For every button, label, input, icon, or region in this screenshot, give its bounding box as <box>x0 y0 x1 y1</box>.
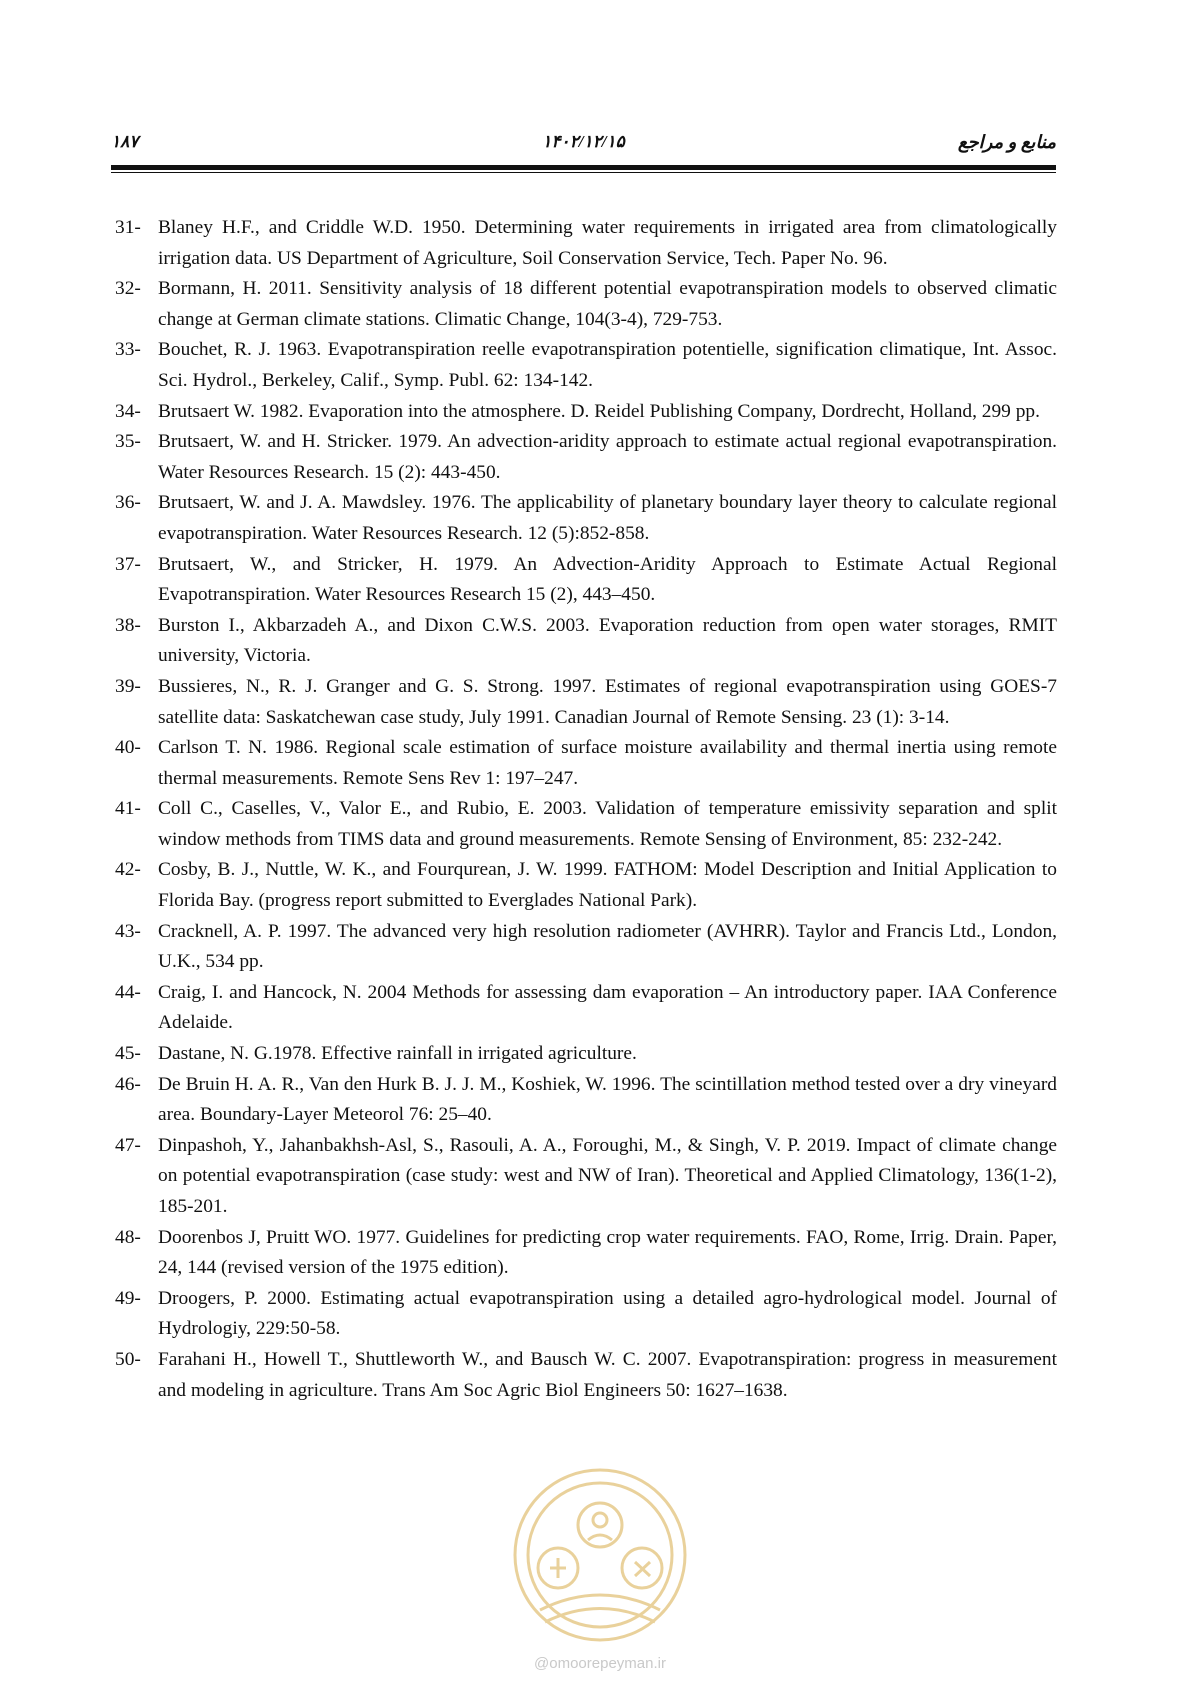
reference-item <box>115 335 1057 396</box>
reference-number: 50- <box>115 1348 141 1370</box>
reference-item <box>115 1284 1057 1345</box>
reference-number: 41- <box>115 798 141 820</box>
reference-text: De Bruin H. A. R., Van den Hurk B. J. J. M., Koshiek, W. 1996. The scintillation method tested over a dry vineyard area. Boundary-Layer Meteorol 76: 25–40. <box>158 1073 1057 1126</box>
reference-item <box>115 213 1057 274</box>
reference-item <box>115 733 1057 794</box>
reference-item <box>115 917 1057 978</box>
reference-text: Brutsaert, W. and H. Stricker. 1979. An advection-aridity approach to estimate actual regional evapotranspiration. Water Resources Research. 15 (2): 443-450. <box>158 431 1057 483</box>
reference-text: Burston I., Akbarzadeh A., and Dixon C.W.S. 2003. Evaporation reduction from open water storages, RMIT university, Victoria. <box>158 614 1057 667</box>
reference-text: Coll C., Caselles, V., Valor E., and Rubio, E. 2003. Validation of temperature emissivity separation and split window methods from TIMS data and ground measurements. Remote Sensing of Environment, 85: 232-242. <box>158 798 1057 850</box>
reference-text: Bussieres, N., R. J. Granger and G. S. Strong. 1997. Estimates of regional evapotranspiration using GOES-7 satellite data: Saskatchewan case study, July 1991. Canadian Journal of Remote Sensing. 23 (1): 3-14. <box>158 675 1057 728</box>
reference-number: 37- <box>115 553 141 575</box>
header-rule-thin <box>111 172 1056 173</box>
reference-number: 40- <box>115 737 141 759</box>
reference-number: 32- <box>115 278 141 300</box>
reference-item <box>115 1345 1057 1406</box>
reference-number: 39- <box>115 675 141 697</box>
reference-text: Cracknell, A. P. 1997. The advanced very high resolution radiometer (AVHRR). Taylor and Francis Ltd., London, U.K., 534 pp. <box>158 920 1057 973</box>
reference-text: Bormann, H. 2011. Sensitivity analysis of 18 different potential evapotranspiration models to observed climatic change at German climate stations. Climatic Change, 104(3-4), 729-753. <box>158 278 1057 330</box>
reference-text: Doorenbos J, Pruitt WO. 1977. Guidelines for predicting crop water requirements. FAO, Rome, Irrig. Drain. Paper, 24, 144 (revised version of the 1975 edition). <box>158 1226 1057 1279</box>
reference-number: 44- <box>115 981 141 1003</box>
issue-date: ۱۴۰۲/۱۲/۱۵ <box>542 132 625 151</box>
reference-item <box>115 1039 1057 1070</box>
header-rule-thick <box>111 165 1056 170</box>
reference-text: Cosby, B. J., Nuttle, W. K., and Fourqurean, J. W. 1999. FATHOM: Model Description and Initial Application to Florida Bay. (progress report submitted to Everglades National Park). <box>158 859 1057 912</box>
reference-text: Bouchet, R. J. 1963. Evapotranspiration reelle evapotranspiration potentielle, signification climatique, Int. Assoc. Sci. Hydrol., Berkeley, Calif., Symp. Publ. 62: 134-142. <box>158 339 1057 391</box>
reference-number: 36- <box>115 492 141 514</box>
reference-number: 43- <box>115 920 141 942</box>
reference-item <box>115 672 1057 733</box>
reference-item <box>115 550 1057 611</box>
reference-text: Craig, I. and Hancock, N. 2004 Methods for assessing dam evaporation – An introductory paper. IAA Conference Adelaide. <box>158 981 1057 1034</box>
page-number: ۱۸۷ <box>111 132 139 151</box>
reference-number: 38- <box>115 614 141 636</box>
reference-text: Brutsaert, W., and Stricker, H. 1979. An Advection-Aridity Approach to Estimate Actual Regional Evapotranspiration. Water Resources Research 15 (2), 443–450. <box>158 553 1057 606</box>
watermark-text: @omoorepeyman.ir <box>534 1655 666 1672</box>
reference-item <box>115 611 1057 672</box>
section-title: منابع و مراجع <box>957 132 1056 152</box>
reference-number: 49- <box>115 1287 141 1309</box>
reference-text: Brutsaert, W. and J. A. Mawdsley. 1976. The applicability of planetary boundary layer theory to calculate regional evapotranspiration. Water Resources Research. 12 (5):852-858. <box>158 492 1057 544</box>
reference-item <box>115 855 1057 916</box>
reference-item <box>115 978 1057 1039</box>
reference-item <box>115 1223 1057 1284</box>
reference-number: 45- <box>115 1043 141 1065</box>
reference-item <box>115 397 1057 428</box>
reference-number: 47- <box>115 1134 141 1156</box>
reference-item <box>115 1070 1057 1131</box>
reference-item <box>115 427 1057 488</box>
reference-number: 46- <box>115 1073 141 1095</box>
reference-text: Farahani H., Howell T., Shuttleworth W., and Bausch W. C. 2007. Evapotranspiration: progress in measurement and modeling in agriculture. Trans Am Soc Agric Biol Engineers 50: 1627–1638. <box>158 1348 1057 1401</box>
reference-item <box>115 794 1057 855</box>
reference-item <box>115 274 1057 335</box>
reference-number: 31- <box>115 217 141 238</box>
watermark-seal-icon <box>500 1450 700 1670</box>
reference-number: 48- <box>115 1226 141 1248</box>
reference-number: 42- <box>115 859 141 881</box>
reference-text: Blaney H.F., and Criddle W.D. 1950. Determining water requirements in irrigated area from climatologically irrigation data. US Department of Agriculture, Soil Conservation Service, Tech. Paper No. 96. <box>158 217 1057 269</box>
reference-text: Dinpashoh, Y., Jahanbakhsh-Asl, S., Rasouli, A. A., Foroughi, M., & Singh, V. P. 2019. Impact of climate change on potential evapotranspiration (case study: west and NW of Iran). Theoretical and Applied Climatology, 136(1-2), 185-201. <box>158 1134 1057 1217</box>
reference-number: 35- <box>115 431 141 453</box>
reference-list <box>115 213 1057 1406</box>
page-header <box>111 128 1056 154</box>
reference-text: Droogers, P. 2000. Estimating actual evapotranspiration using a detailed agro-hydrological model. Journal of Hydrologiy, 229:50-58. <box>158 1287 1057 1340</box>
reference-text: Carlson T. N. 1986. Regional scale estimation of surface moisture availability and thermal inertia using remote thermal measurements. Remote Sens Rev 1: 197–247. <box>158 737 1057 789</box>
reference-number: 33- <box>115 339 141 361</box>
reference-item <box>115 488 1057 549</box>
reference-text: Dastane, N. G.1978. Effective rainfall in irrigated agriculture. <box>158 1043 637 1065</box>
reference-text: Brutsaert W. 1982. Evaporation into the atmosphere. D. Reidel Publishing Company, Dordrecht, Holland, 299 pp. <box>158 400 1040 422</box>
reference-number: 34- <box>115 400 141 422</box>
reference-item <box>115 1131 1057 1223</box>
